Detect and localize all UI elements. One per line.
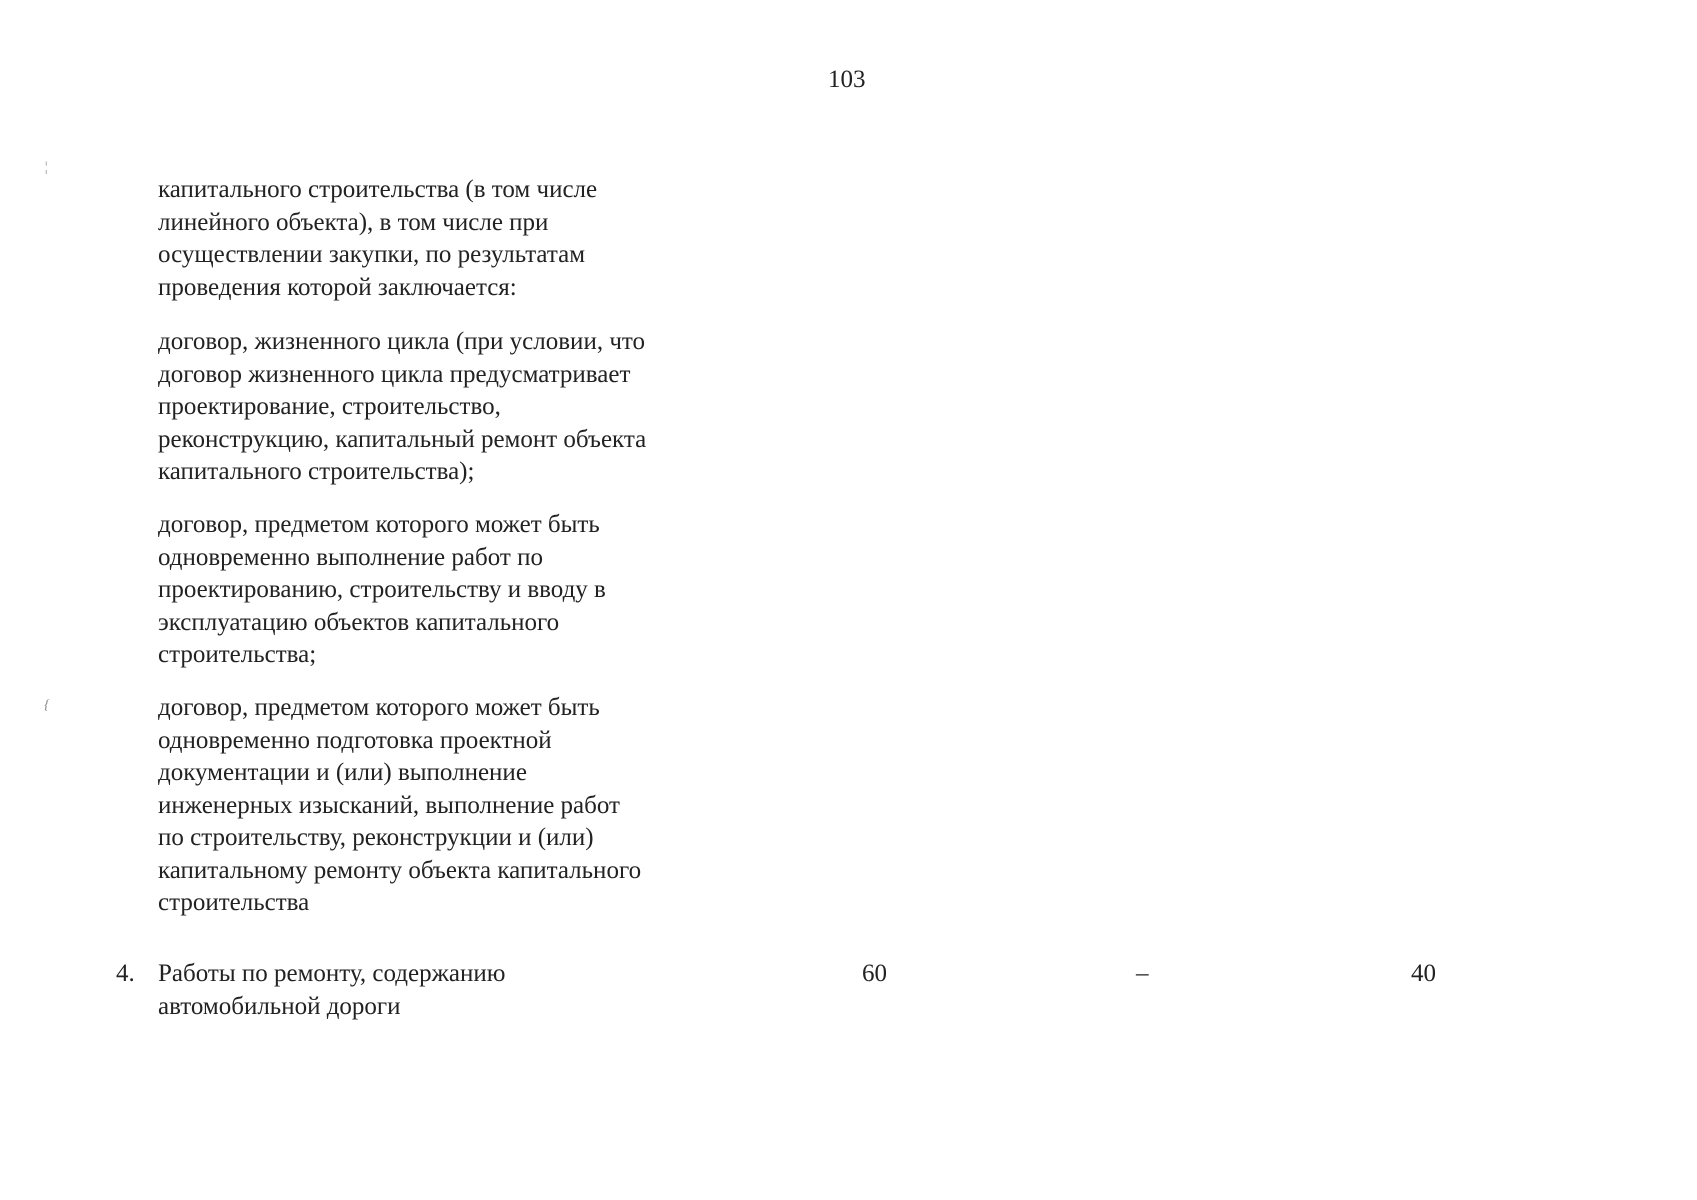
paragraph-text: договор, предметом которого может быть одновременно подготовка проектной документации и (или) выполнение инженерных изысканий, выполнение работ по строительству, реконструкции и (или) капитальному ремонту объекта капитального строительства <box>158 694 642 916</box>
paragraph-text: договор, жизненного цикла (при условии, что договор жизненного цикла предусматривает проектирование, строительство, реконструкцию, капитальный ремонт объекта капитального строительства); <box>158 328 647 485</box>
paragraph-text: капитального строительства (в том числе линейного объекта), в том числе при осуществлении закупки, по результатам проведения которой заключается: <box>158 176 598 301</box>
row-description: Работы по ремонту, содержанию автомобильной дороги <box>158 960 506 1020</box>
row-number: 4. <box>116 960 135 987</box>
value-cell: 40 <box>1411 960 1436 987</box>
value-cell: 60 <box>862 960 887 987</box>
value-cell: – <box>1136 960 1149 987</box>
margin-mark: { <box>44 698 50 713</box>
paragraph-text: договор, предметом которого может быть одновременно выполнение работ по проектированию, строительству и вводу в эксплуатацию объектов капитального строительства; <box>158 511 606 668</box>
margin-mark: ¦ <box>44 160 48 175</box>
page-number: 103 <box>828 66 866 93</box>
